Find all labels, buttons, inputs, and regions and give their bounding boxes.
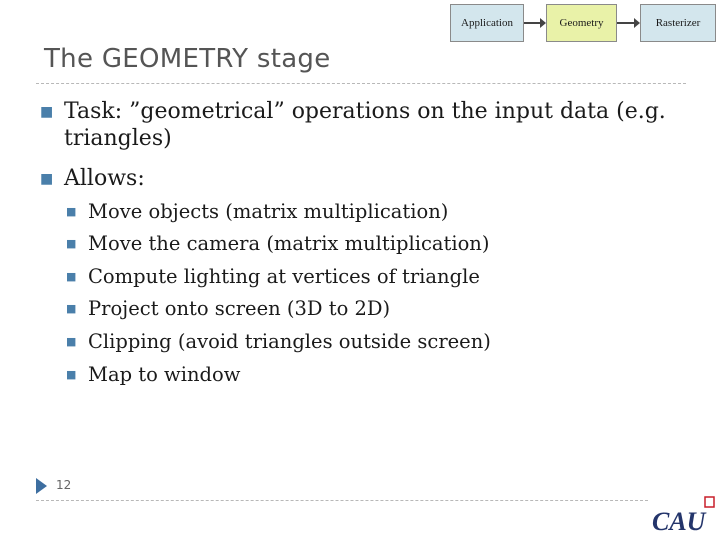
subitem-map-window: Map to window [88, 363, 241, 386]
subitem-clipping: Clipping (avoid triangles outside screen) [88, 330, 491, 353]
arrow-right-icon [617, 22, 634, 24]
university-logo [650, 494, 720, 538]
pipeline-stage-label: Rasterizer [655, 17, 701, 29]
pipeline-stage-geometry [546, 4, 617, 42]
square-bullet-icon: ■ [66, 270, 77, 283]
title-divider [36, 83, 686, 84]
bullet-allows: Allows: [64, 166, 145, 191]
arrow-right-icon [524, 22, 540, 24]
subitem-move-objects: Move objects (matrix multiplication) [88, 200, 449, 223]
square-bullet-icon: ■ [66, 237, 77, 250]
logo-text: CAU [652, 507, 706, 536]
subitem-move-camera: Move the camera (matrix multiplication) [88, 232, 490, 255]
square-bullet-icon: ■ [40, 171, 54, 187]
pipeline-stage-application [450, 4, 524, 42]
square-bullet-icon: ■ [40, 104, 54, 120]
logo-red-square [705, 497, 714, 507]
slide-title: The GEOMETRY stage [44, 44, 331, 74]
pipeline-stage-label: Geometry [559, 17, 604, 29]
square-bullet-icon: ■ [66, 335, 77, 348]
square-bullet-icon: ■ [66, 302, 77, 315]
bullet-task: Task: ”geometrical” operations on the input data (e.g. triangles) [64, 99, 666, 151]
triangle-marker-icon [36, 478, 47, 494]
square-bullet-icon: ■ [66, 368, 77, 381]
square-bullet-icon: ■ [66, 205, 77, 218]
footer-divider [36, 500, 648, 501]
pipeline-stage-label: Application [461, 17, 513, 29]
subitem-project: Project onto screen (3D to 2D) [88, 297, 391, 320]
pipeline-stage-rasterizer [640, 4, 716, 42]
subitem-compute-lighting: Compute lighting at vertices of triangle [88, 265, 480, 288]
page-number: 12 [56, 478, 72, 492]
